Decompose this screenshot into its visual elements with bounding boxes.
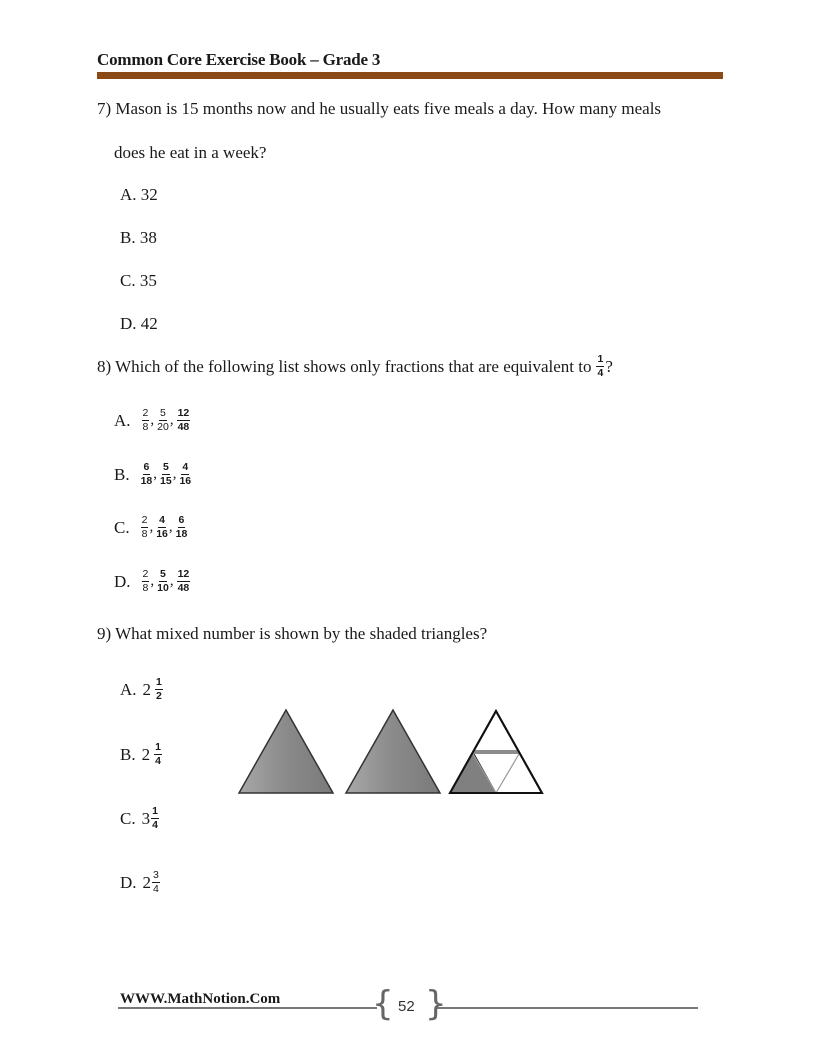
q8-option-d[interactable] (114, 569, 191, 594)
q8-option-d-letter: D. (114, 571, 131, 591)
question-8 (97, 354, 613, 379)
q9-option-d[interactable] (120, 870, 161, 895)
q8-d-f1-den: 8 (142, 582, 149, 594)
shaded-triangles-figure (230, 700, 550, 800)
q9-option-b[interactable] (120, 742, 163, 767)
q8-d-f3-den: 48 (177, 582, 190, 594)
q8-target-fraction (596, 354, 604, 379)
q8-c-f3-num: 6 (178, 514, 185, 526)
q8-c-f3-den: 18 (175, 528, 188, 540)
q9-option-a-letter: A. (120, 679, 137, 699)
q8-a-f1-den: 8 (142, 421, 149, 433)
q8-d-f2-num: 5 (160, 568, 166, 580)
q8-c-fraction-3 (176, 515, 188, 540)
q8-a-f3-num: 12 (177, 407, 190, 419)
q9-d-fraction (152, 870, 160, 895)
comma: , (153, 466, 158, 482)
q8-b-f3-den: 16 (179, 475, 192, 487)
q7-option-b[interactable] (120, 228, 157, 248)
question-7-line-2: does he eat in a week? (114, 143, 267, 162)
q8-option-c[interactable] (114, 515, 188, 540)
q7-option-b-text: 38 (139, 228, 157, 247)
q8-option-c-letter: C. (114, 517, 130, 537)
q9-option-d-letter: D. (120, 872, 137, 892)
q7-option-c-text: 35 (139, 271, 157, 290)
q7-option-c-letter: C. (120, 271, 136, 290)
q9-d-num: 3 (153, 869, 159, 881)
partial-triangle (450, 711, 542, 793)
q8-d-fraction-1 (142, 569, 150, 594)
q8-c-f2-num: 4 (159, 514, 165, 526)
q9-a-den: 2 (156, 690, 162, 702)
q9-b-fraction (154, 742, 162, 767)
comma: , (150, 412, 155, 428)
q8-d-f3-num: 12 (177, 568, 190, 580)
page-header-title: Common Core Exercise Book – Grade 3 (97, 50, 381, 69)
q8-b-fraction-1 (141, 462, 153, 487)
full-triangle-2 (346, 710, 440, 793)
q9-a-whole: 2 (142, 679, 152, 699)
q7-option-b-letter: B. (120, 228, 136, 247)
q8-option-b-letter: B. (114, 464, 130, 484)
q9-b-den: 4 (155, 755, 161, 767)
q8-option-a-letter: A. (114, 410, 131, 430)
q8-a-f2-num: 5 (160, 407, 166, 419)
q8-c-fraction-2 (156, 515, 168, 540)
q9-option-c[interactable] (120, 806, 160, 831)
footer-website: WWW.MathNotion.Com (120, 991, 281, 1007)
q9-b-num: 1 (155, 741, 161, 753)
q8-b-f2-den: 15 (160, 475, 172, 487)
q8-a-f3-den: 48 (177, 421, 190, 433)
q8-a-f2-den: 20 (157, 421, 169, 433)
q8-target-denominator: 4 (597, 367, 604, 379)
q8-b-f3-num: 4 (182, 461, 189, 473)
q8-a-fraction-1 (142, 408, 150, 433)
comma: , (172, 466, 177, 482)
q8-c-f2-den: 16 (156, 528, 168, 540)
q7-option-d-text: 42 (140, 314, 158, 333)
q8-d-f2-den: 10 (157, 582, 169, 594)
q8-d-fraction-3 (177, 569, 191, 594)
q8-a-fraction-2 (157, 408, 169, 433)
comma: , (169, 412, 174, 428)
q9-a-num: 1 (156, 676, 162, 688)
q8-d-fraction-2 (157, 569, 169, 594)
q7-option-c[interactable] (120, 271, 157, 291)
q8-b-fraction-3 (179, 462, 191, 487)
q8-c-f1-den: 8 (141, 528, 148, 540)
q9-d-whole: 2 (142, 872, 152, 892)
q8-a-f1-num: 2 (142, 407, 149, 419)
q8-b-fraction-2 (160, 462, 172, 487)
q8-b-f1-den: 18 (140, 475, 153, 487)
comma: , (149, 519, 154, 535)
q8-c-f1-num: 2 (141, 514, 148, 526)
q8-b-f1-num: 6 (143, 461, 150, 473)
q8-option-b[interactable] (114, 462, 192, 487)
q8-d-f1-num: 2 (142, 568, 149, 580)
q7-option-d[interactable] (120, 314, 158, 334)
q9-c-den: 4 (152, 819, 158, 831)
page-bracket-right: } (425, 984, 447, 1024)
q9-option-c-letter: C. (120, 808, 136, 828)
comma: , (168, 519, 173, 535)
full-triangle-1 (239, 710, 333, 793)
q9-c-num: 1 (152, 805, 158, 817)
q7-option-a[interactable] (120, 185, 158, 205)
q8-target-numerator: 1 (597, 353, 604, 365)
q9-d-den: 4 (153, 883, 159, 895)
header-divider (97, 72, 723, 79)
q9-c-whole: 3 (141, 808, 151, 828)
question-8-end: ? (605, 356, 613, 376)
q9-option-b-letter: B. (120, 744, 136, 764)
question-9-text: 9) What mixed number is shown by the shaded triangles? (97, 624, 488, 643)
q8-a-fraction-3 (177, 408, 191, 433)
q8-option-a[interactable] (114, 408, 191, 433)
page-bracket-left: { (372, 984, 394, 1024)
q9-c-fraction (151, 806, 159, 831)
q8-c-fraction-1 (141, 515, 149, 540)
q8-b-f2-num: 5 (162, 461, 169, 473)
q7-option-a-letter: A. (120, 185, 137, 204)
q7-option-d-letter: D. (120, 314, 137, 333)
page-number: 52 (398, 998, 415, 1015)
q9-option-a[interactable] (120, 677, 164, 702)
question-7-line-1: 7) Mason is 15 months now and he usually eats five meals a day. How many meals (97, 99, 662, 118)
question-8-text: 8) Which of the following list shows only fractions that are equivalent to (97, 356, 592, 376)
q7-option-a-text: 32 (140, 185, 158, 204)
comma: , (169, 573, 174, 589)
comma: , (150, 573, 155, 589)
q9-b-whole: 2 (141, 744, 151, 764)
q9-a-fraction (155, 677, 163, 702)
